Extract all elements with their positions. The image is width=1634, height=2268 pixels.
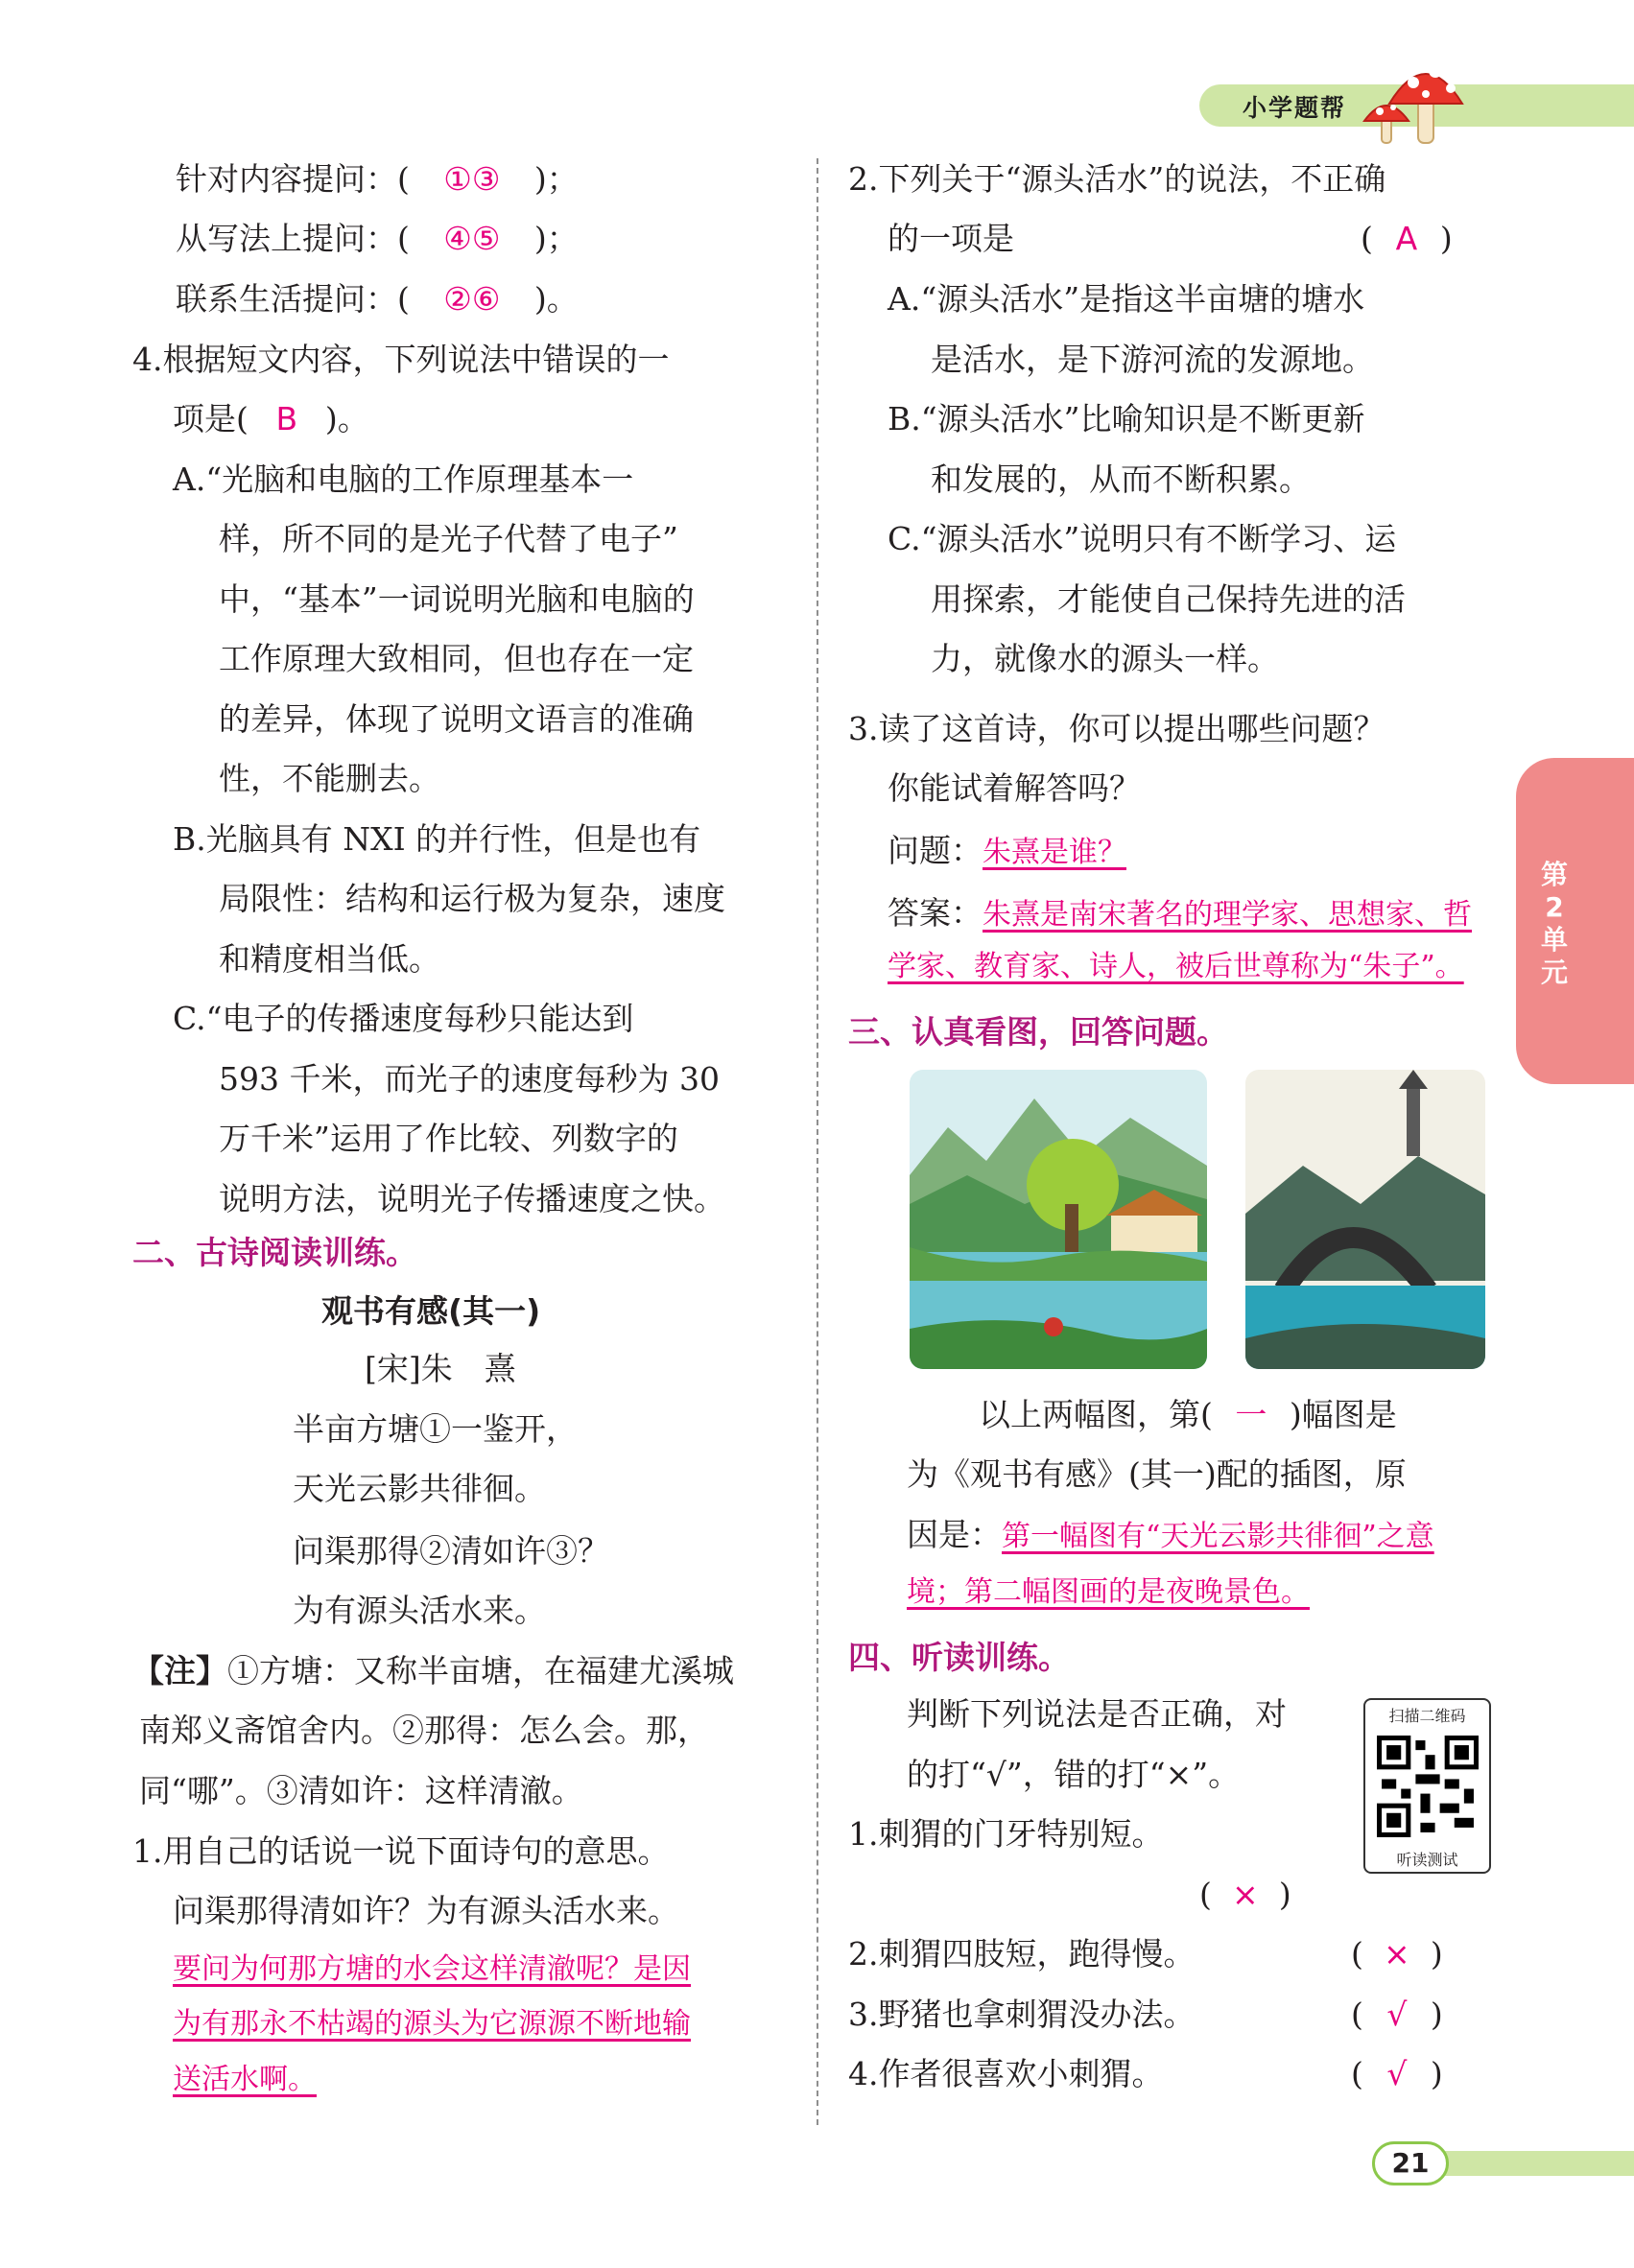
pic-question-line-2: 为《观书有感》(其一)配的插图，原 [907, 1455, 1407, 1493]
listen-item: 4.作者很喜欢小刺猬。 [848, 2055, 1164, 2092]
pic-question-line-3: 因是：第一幅图有“天光云影共徘徊”之意 [907, 1516, 1434, 1553]
qr-top-label: 扫描二维码 [1388, 1707, 1466, 1725]
q1-stem: 1.用自己的话说一说下面诗句的意思。 [132, 1832, 670, 1870]
q4-option-a: 中，“基本”一词说明光脑和电脑的 [219, 580, 695, 618]
landscape-picture-1 [910, 1070, 1207, 1369]
q4-option-b: 和精度相当低。 [219, 940, 440, 978]
q1-answer: 要问为何那方塘的水会这样清澈呢？是因 [173, 1952, 691, 1986]
poem-line: 半亩方塘①一鉴开， [293, 1410, 578, 1448]
pic-question-line-1: 以上两幅图，第( 一 )幅图是 [979, 1396, 1397, 1433]
q2-option-c: 用探索，才能使自己保持先进的活 [931, 580, 1406, 618]
pic-answer-2: 境；第二幅图画的是夜晚景色。 [907, 1575, 1310, 1609]
poem-note: 【注】①方塘：又称半亩塘，在福建尤溪城 [132, 1652, 734, 1689]
poem-line: 问渠那得②清如许③？ [293, 1532, 609, 1570]
q3-answer: 答案：朱熹是南宋著名的理学家、思想家、哲 [888, 894, 1472, 932]
column-divider [817, 158, 818, 2125]
q2-option-b: 和发展的，从而不断积累。 [931, 461, 1311, 498]
q4-option-a: 性，不能删去。 [219, 760, 440, 797]
q4-option-a: 工作原理大致相同，但也存在一定 [219, 640, 694, 677]
q2-stem-2: 的一项是 [888, 220, 1014, 257]
q4-option-b: 局限性：结构和运行极为复杂，速度 [219, 880, 725, 917]
q3-answer-2: 学家、教育家、诗人，被后世尊称为“朱子”。 [888, 950, 1464, 983]
q2-option-c: 力，就像水的源头一样。 [931, 640, 1279, 677]
unit-tab [1516, 758, 1634, 1084]
q2-option-c: C.“源头活水”说明只有不断学习、运 [888, 520, 1397, 557]
listen-item-mark: ( × ) [1199, 1876, 1291, 1913]
brand-label: 小学题帮 [1243, 94, 1347, 122]
q3-stem: 3.读了这首诗，你可以提出哪些问题？ [848, 710, 1385, 747]
q3-line-2: 从写法上提问：( ④⑤ )； [176, 220, 579, 257]
section-2-heading: 二、古诗阅读训练。 [132, 1234, 417, 1271]
poem-line: 为有源头活水来。 [293, 1592, 546, 1629]
poem-line: 天光云影共徘徊。 [293, 1470, 546, 1507]
landscape-picture-2 [1245, 1070, 1485, 1369]
listen-item: 3.野猪也拿刺猬没办法。 [848, 1996, 1196, 2033]
listen-item: 2.刺猬四肢短，跑得慢。 [848, 1935, 1196, 1973]
qr-code[interactable] [1363, 1698, 1491, 1874]
q1-answer: 送活水啊。 [173, 2063, 317, 2096]
q1-verse: 问渠那得清如许？为有源头活水来。 [173, 1892, 679, 1929]
section-3-heading: 三、认真看图，回答问题。 [848, 1013, 1228, 1051]
footer-bar [1439, 2151, 1634, 2176]
q2-option-a: A.“源头活水”是指这半亩塘的塘水 [888, 280, 1365, 318]
q3-line-1: 针对内容提问：( ①③ )； [176, 160, 579, 198]
poem-note: 南郑义斋馆舍内。②那得：怎么会。那， [139, 1712, 709, 1749]
q4-option-a: 的差异，体现了说明文语言的准确 [219, 700, 694, 738]
q3-stem-2: 你能试着解答吗？ [888, 769, 1141, 807]
mushroom-icon [1361, 54, 1466, 150]
q3-question: 问题：朱熹是谁？ [888, 832, 1126, 869]
q2-option-b: B.“源头活水”比喻知识是不断更新 [888, 400, 1365, 437]
q4-option-a: A.“光脑和电脑的工作原理基本一 [173, 461, 634, 498]
poem-author: [宋]朱 熹 [365, 1350, 516, 1387]
q1-answer: 为有那永不枯竭的源头为它源源不断地输 [173, 2007, 691, 2041]
q3-line-3: 联系生活提问：( ②⑥ )。 [176, 280, 579, 318]
q4-stem: 4.根据短文内容，下列说法中错误的一 [132, 341, 670, 378]
listen-intro: 判断下列说法是否正确，对 [907, 1695, 1287, 1733]
q2-stem: 2.下列关于“源头活水”的说法，不正确 [848, 160, 1386, 198]
q4-option-c: 说明方法，说明光子传播速度之快。 [219, 1180, 725, 1217]
q4-stem-2: 项是( B )。 [173, 400, 369, 437]
page-number: 21 [1372, 2141, 1449, 2185]
q4-option-c: 万千米”运用了作比较、列数字的 [219, 1120, 678, 1157]
unit-tab-label: 第2单元 [1540, 859, 1568, 988]
listen-item-mark: ( × ) [1351, 1935, 1443, 1973]
q4-option-a: 样，所不同的是光子代替了电子” [219, 520, 678, 557]
qr-code-icon [1377, 1729, 1479, 1844]
q4-option-c: C.“电子的传播速度每秒只能达到 [173, 1000, 634, 1037]
listen-item: 1.刺猬的门牙特别短。 [848, 1815, 1164, 1853]
q4-option-c: 593 千米，而光子的速度每秒为 30 [219, 1060, 720, 1098]
poem-title: 观书有感(其一) [321, 1292, 541, 1330]
q2-option-a: 是活水，是下游河流的发源地。 [931, 341, 1374, 378]
q2-answer-paren: ( A ) [1361, 220, 1453, 257]
listen-item-mark: ( √ ) [1351, 1996, 1443, 2033]
qr-bottom-label: 听读测试 [1396, 1851, 1458, 1869]
listen-item-mark: ( √ ) [1351, 2055, 1443, 2092]
poem-note: 同“哪”。③清如许：这样清澈。 [139, 1772, 583, 1809]
section-4-heading: 四、听读训练。 [848, 1639, 1070, 1676]
q4-option-b: B.光脑具有 NXI 的并行性，但是也有 [173, 820, 701, 858]
listen-intro: 的打“√”，错的打“×”。 [907, 1756, 1241, 1793]
